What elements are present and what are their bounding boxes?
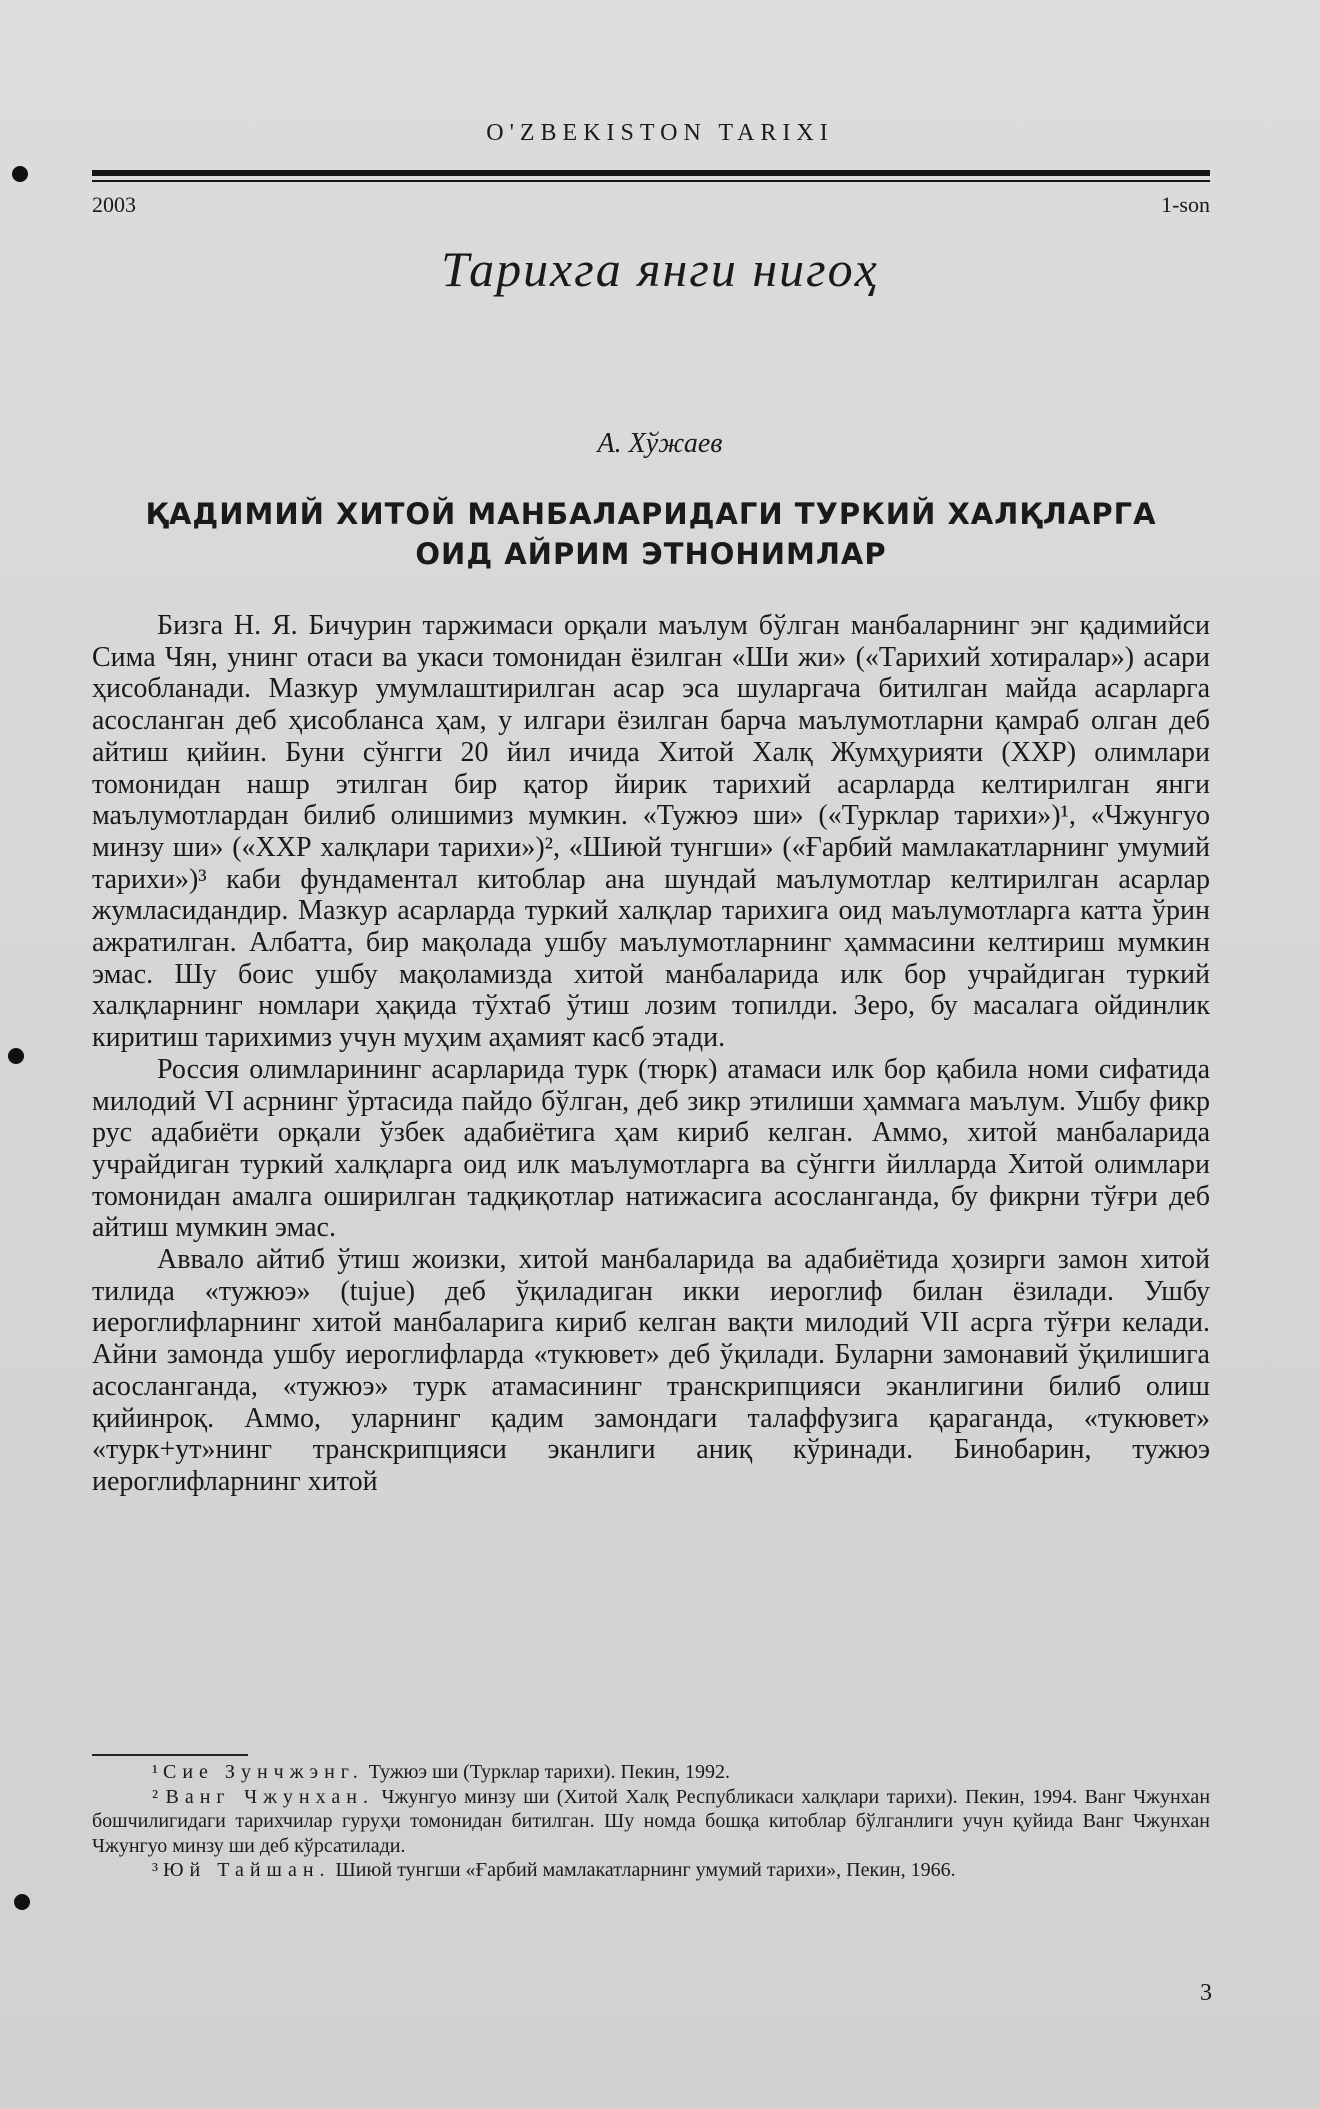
footnote-text: Чжунгуо минзу ши (Хитой Халқ Республикаси халқлари тарихи). Пекин, 1994. Ванг Чжунхан бошчилигидаги тарихчилар гуруҳи томонидан битилган. Шу номда бошқа китоблар бўлганлиги учун қуйида Ванг Чжунхан Чжунгуо минзу ши деб кўрсатилади. <box>92 1785 1211 1857</box>
header-rule <box>92 170 1210 176</box>
issue-year: 2003 <box>92 192 136 217</box>
footnote-text: Тужюэ ши (Турклар тарихи). Пекин, 1992. <box>368 1761 730 1783</box>
punch-hole <box>12 166 28 182</box>
footnote-text: Шиюй тунгши «Ғарбий мамлакатларнинг умумий тарихи», Пекин, 1966. <box>335 1859 956 1881</box>
journal-title: O'ZBEKISTON TARIXI <box>486 120 834 146</box>
footnote-2 <box>92 1785 1210 1859</box>
punch-hole <box>14 1894 30 1910</box>
section-rubric: Тарихга янги нигоҳ <box>441 241 879 297</box>
footnote-rule <box>92 1754 248 1756</box>
footnote-author: Сие Зунчжэнг. <box>163 1761 364 1783</box>
issue-number: 1-son <box>1161 192 1210 217</box>
footnote-number: ³ <box>152 1859 158 1881</box>
footnote-author: Юй Тайшан. <box>163 1859 331 1881</box>
paragraph-3: Аввало айтиб ўтиш жоизки, хитой манбаларида ва адабиётида ҳозирги замон хитой тилида «тужюэ» (tujue) деб ўқиладиган икки иероглиф билан ёзилади. Ушбу иероглифларнинг хитой манбаларига кириб келган вақти милодий VII асрга тўғри келади. Айни замонда ушбу иероглифларда «тукювет» деб ўқилади. Буларни замонавий ўқилишига асосланганда, «тужюэ» турк атамасининг транскрипцияси эканлигини билиб олиш қийинроқ. Аммо, уларнинг қадим замондаги талаффузига қараганда, «тукювет» «турк+ут»нинг транскрипцияси эканлиги аниқ кўринади. Бинобарин, тужюэ иероглифларнинг хитой <box>92 1244 1210 1497</box>
article-title-line-1: ҚАДИМИЙ ХИТОЙ МАНБАЛАРИДАГИ ТУРКИЙ ХАЛҚЛАРГА <box>145 497 1157 531</box>
footnotes <box>92 1760 1210 1883</box>
footnote-number: ² <box>152 1785 158 1808</box>
footnote-1 <box>92 1760 1210 1785</box>
paragraph-2: Россия олимларининг асарларида турк (тюрк) атамаси илк бор қабила номи сифатида милодий VI асрнинг ўртасида пайдо бўлган, деб зикр этилиши ҳаммага маълум. Ушбу фикр рус адабиёти орқали ўзбек адабиётига ҳам кириб келган. Аммо, хитой манбаларида учрайдиган туркий халқларга оид илк маълумотларга ва сўнгги йилларда Хитой олимлари томонидан амалга оширилган тадқиқотлар натижасига асосланганда, бу фикрни тўғри деб айтиш мумкин эмас. <box>92 1053 1210 1244</box>
article-title-line-2: ОИД АЙРИМ ЭТНОНИМЛАР <box>415 537 887 571</box>
footnote-3 <box>92 1858 1210 1883</box>
page-number: 3 <box>1200 1980 1212 2006</box>
paragraph-1: Бизга Н. Я. Бичурин таржимаси орқали маълум бўлган манбаларнинг энг қадимийси Сима Чян, унинг отаси ва укаси томонидан ёзилган «Ши жи» («Тарихий хотиралар») асари ҳисобланади. Мазкур умумлаштирилган асар эса шуларгача битилган майда асарларга асосланган деб ҳисобланса ҳам, у илгари ёзилган барча маълумотларни қамраб олган деб айтиш қийин. Буни сўнгги 20 йил ичида Хитой Халқ Жумҳурияти (ХХР) олимлари томонидан нашр этилган бир қатор йирик тарихий асарларда келтирилган янги маълумотлардан билиб олишимиз мумкин. «Тужюэ ши» («Турклар тарихи»)¹, «Чжунгуо минзу ши» («ХХР халқлари тарихи»)², «Шиюй тунгши» («Ғарбий мамлакатларнинг умумий тарихи»)³ каби фундаментал китоблар ана шундай маълумотлар келтирилган асарлар жумласидандир. Мазкур асарларда туркий халқлар тарихига оид маълумотларга катта ўрин ажратилган. Албатта, бир мақолада ушбу маълумотларнинг ҳаммасини келтириш мумкин эмас. Шу боис ушбу мақоламизда хитой манбаларида илк бор учрайдиган туркий халқларнинг номлари ҳақида тўхтаб ўтиш лозим топилди. Зеро, бу масалага ойдинлик киритиш тарихимиз учун муҳим аҳамият касб этади. <box>92 610 1210 1054</box>
article-author: А. Хўжаев <box>597 428 723 459</box>
punch-hole <box>8 1048 24 1064</box>
article-body <box>92 610 1210 1498</box>
article-title <box>92 494 1210 574</box>
header-rule-thin <box>92 180 1210 182</box>
footnote-author: Ванг Чжунхан. <box>165 1785 374 1808</box>
footnote-number: ¹ <box>152 1761 158 1783</box>
